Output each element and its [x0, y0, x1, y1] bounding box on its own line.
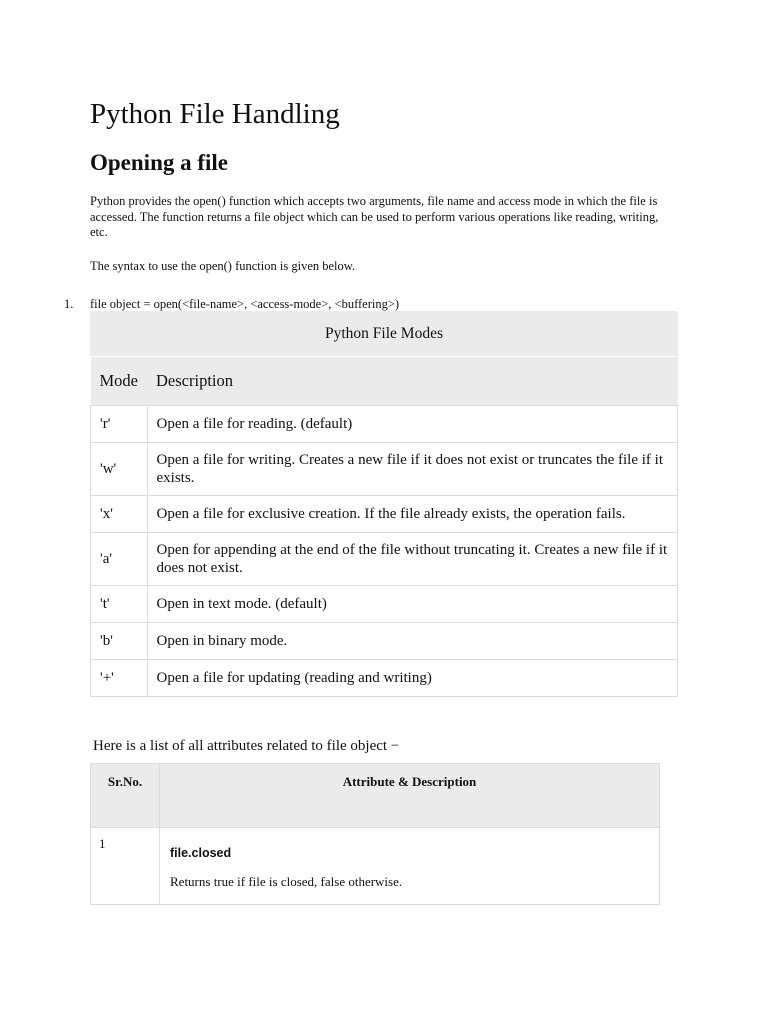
mode-cell: 't'	[91, 586, 148, 623]
description-cell: Open for appending at the end of the file without truncating it. Creates a new file if it does not exist.	[147, 533, 678, 586]
table-row	[91, 828, 660, 905]
page-title: Python File Handling	[90, 98, 340, 130]
table-row	[91, 623, 678, 660]
description-cell: Open a file for exclusive creation. If the file already exists, the operation fails.	[147, 496, 678, 533]
header-description: Description	[147, 357, 678, 406]
attribute-name: file.closed	[170, 846, 232, 860]
mode-cell: 'r'	[91, 406, 148, 443]
table-caption: Python File Modes	[90, 311, 678, 357]
header-attribute: Attribute & Description	[160, 764, 660, 828]
table-row	[91, 660, 678, 697]
description-cell: Open a file for writing. Creates a new file if it does not exist or truncates the file if it exists.	[147, 443, 678, 496]
table-header-row	[91, 764, 660, 828]
code-line-number: 1.	[64, 297, 74, 311]
header-srno: Sr.No.	[91, 764, 160, 828]
description-cell: Open a file for reading. (default)	[147, 406, 678, 443]
mode-cell: 'b'	[91, 623, 148, 660]
syntax-note: The syntax to use the open() function is given below.	[90, 259, 356, 273]
table-row	[91, 533, 678, 586]
row-number: 1	[91, 828, 160, 905]
description-cell: Open in binary mode.	[147, 623, 678, 660]
mode-cell: 'x'	[91, 496, 148, 533]
file-modes-table	[90, 311, 678, 697]
code-text: file object = open(<file-name>, <access-mode>, <buffering>)	[90, 297, 400, 311]
table-header-row	[91, 357, 678, 406]
description-cell: Open a file for updating (reading and writing)	[147, 660, 678, 697]
mode-cell: 'a'	[91, 533, 148, 586]
table-row	[91, 586, 678, 623]
table-row	[91, 496, 678, 533]
mode-cell: 'w'	[91, 443, 148, 496]
intro-paragraph: Python provides the open() function which accepts two arguments, file name and access mode in which the file is accessed. The function returns a file object which can be used to perform various operations like reading, writing, etc.	[90, 194, 659, 239]
description-cell: Open in text mode. (default)	[147, 586, 678, 623]
attributes-table	[90, 763, 660, 905]
mode-cell: '+'	[91, 660, 148, 697]
header-mode: Mode	[91, 357, 148, 406]
table-row	[91, 443, 678, 496]
table-row	[91, 406, 678, 443]
attribute-description: Returns true if file is closed, false otherwise.	[170, 874, 403, 889]
section-heading: Opening a file	[90, 150, 229, 175]
attribute-cell	[160, 828, 660, 905]
attributes-intro: Here is a list of all attributes related to file object −	[93, 738, 400, 754]
